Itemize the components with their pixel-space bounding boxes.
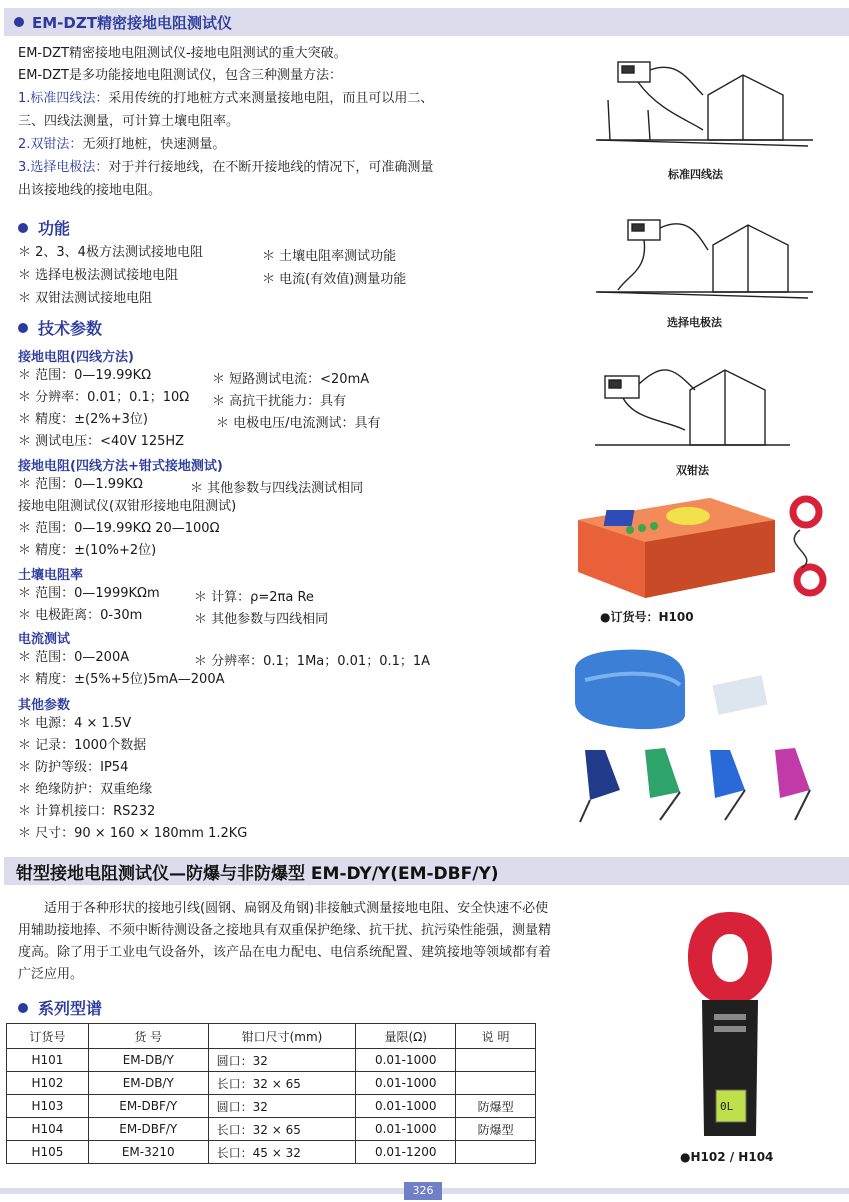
method-3-text: 对于并行接地线，在不断开接地线的情况下，可准确测量 [108, 160, 434, 175]
param: ＊ 电极距离：0-30m [18, 608, 143, 623]
cell: 防爆型 [456, 1118, 536, 1141]
cell: 0.01-1000 [356, 1095, 456, 1118]
param: ＊ 分辨率：0.01；0.1；10Ω [18, 390, 190, 405]
cell: 长口：32 × 65 [208, 1072, 356, 1095]
tech-heading [18, 316, 102, 339]
bullet-icon [14, 17, 24, 27]
series-table [6, 1023, 536, 1164]
function-item: ＊ 电流(有效值)测量功能 [262, 272, 407, 287]
bullet-icon [18, 223, 28, 233]
four-wire-diagram [588, 40, 818, 160]
cell: EM-DB/Y [88, 1049, 208, 1072]
group-title: 土壤电阻率 [18, 568, 84, 583]
cell: 0.01-1000 [356, 1118, 456, 1141]
functions-heading [18, 216, 70, 239]
table-row [7, 1072, 536, 1095]
param: ＊ 计算：ρ=2πa Re [194, 590, 314, 605]
series-heading [18, 996, 102, 1019]
table-header-row [7, 1024, 536, 1049]
param: ＊ 绝缘防护：双重绝缘 [18, 782, 153, 797]
function-item: ＊ 选择电极法测试接地电阻 [18, 268, 179, 283]
col-header: 货 号 [88, 1024, 208, 1049]
cell: H105 [7, 1141, 89, 1164]
cell: EM-3210 [88, 1141, 208, 1164]
param: ＊ 分辨率：0.1；1Ma；0.01；0.1；1A [194, 654, 431, 669]
lcd-readout: 0L [720, 1100, 734, 1113]
caption: 标准四线法 [668, 168, 723, 181]
section2-band [4, 857, 849, 885]
method-3 [18, 158, 433, 178]
method-3-label: 3.选择电极法： [18, 160, 109, 175]
cell [456, 1049, 536, 1072]
caption: 双钳法 [676, 464, 709, 477]
cell: H102 [7, 1072, 89, 1095]
caption: 选择电极法 [667, 316, 722, 329]
table-row [7, 1095, 536, 1118]
table-row [7, 1141, 536, 1164]
table-row [7, 1118, 536, 1141]
param: ＊ 测试电压：<40V 125HZ [18, 434, 185, 449]
method-2 [18, 135, 225, 155]
function-item: ＊ 2、3、4极方法测试接地电阻 [18, 245, 203, 260]
section2-paragraph: 适用于各种形状的接地引线(圆钢、扁钢及角钢)非接触式测量接地电阻、安全快速不必使用辅助接地捧、不须中断待测设备之接地具有双重保护绝缘、抗干扰、抗污染性能强，测量精度高。除了用于工业电气设备外，该产品在电力配电、电信系统配置、建筑接地等领域都有着广泛应用。 [18, 901, 552, 982]
group-title: 电流测试 [18, 632, 71, 647]
bullet-icon [18, 323, 28, 333]
section2-title: 钳型接地电阻测试仪—防爆与非防爆型 EM-DY/Y(EM-DBF/Y) [16, 863, 499, 884]
cell [456, 1072, 536, 1095]
intro-line-1: EM-DZT精密接地电阻测试仪-接地电阻测试的重大突破。 [18, 46, 347, 61]
param: ＊ 短路测试电流：<20mA [212, 372, 370, 387]
group-title: 其他参数 [18, 698, 71, 713]
function-item: ＊ 双钳法测试接地电阻 [18, 291, 153, 306]
method-1-label: 1.标准四线法： [18, 91, 109, 106]
group-title: 接地电阻(四线方法) [18, 350, 134, 365]
cell: 圆口：32 [208, 1095, 356, 1118]
cell: H104 [7, 1118, 89, 1141]
cell: 0.01-1000 [356, 1072, 456, 1095]
param: ＊ 范围：0—19.99KΩ 20—100Ω [18, 521, 220, 536]
double-clamp-diagram [595, 350, 795, 455]
cell: 长口：32 × 65 [208, 1118, 356, 1141]
param: ＊ 计算机接口：RS232 [18, 804, 156, 819]
device-h100-photo [570, 490, 840, 605]
param: ＊ 电源：4 × 1.5V [18, 716, 132, 731]
cell: 0.01-1200 [356, 1141, 456, 1164]
cell [456, 1141, 536, 1164]
param: ＊ 精度：±(5%+5位)5mA—200A [18, 672, 225, 687]
param: ＊ 精度：±(10%+2位) [18, 543, 157, 558]
col-header: 说 明 [456, 1024, 536, 1049]
method-1-text: 采用传统的打地桩方式来测量接地电阻，而且可以用二、 [108, 91, 434, 106]
param: ＊ 防护等级：IP54 [18, 760, 129, 775]
method-3-cont: 出该接地线的接地电阻。 [18, 183, 162, 198]
cell: EM-DBF/Y [88, 1118, 208, 1141]
param: ＊ 其他参数与四线法测试相同 [190, 481, 364, 496]
cell: 长口：45 × 32 [208, 1141, 356, 1164]
method-2-label: 2.双钳法： [18, 137, 83, 152]
function-item: ＊ 土壤电阻率测试功能 [262, 249, 397, 264]
param: ＊ 尺寸：90 × 160 × 180mm 1.2KG [18, 826, 248, 841]
param: ＊ 电极电压/电流测试：具有 [216, 416, 381, 431]
cell: H101 [7, 1049, 89, 1072]
group-title-plain: 接地电阻测试仪(双钳形接地电阻测试) [18, 499, 237, 514]
param: ＊ 其他参数与四线相同 [194, 612, 329, 627]
page-number: 326 [404, 1182, 442, 1200]
param: ＊ 高抗干扰能力：具有 [212, 394, 347, 409]
functions-heading-text: 功能 [38, 219, 71, 238]
order-number: ●H102 / H104 [680, 1150, 774, 1164]
clamp-meter-photo [680, 908, 780, 1144]
tech-heading-text: 技术参数 [38, 319, 103, 338]
cell: 防爆型 [456, 1095, 536, 1118]
param: ＊ 范围：0—1999KΩm [18, 586, 160, 601]
cell: 圆口：32 [208, 1049, 356, 1072]
page-title: EM-DZT精密接地电阻测试仪 [32, 13, 232, 32]
param: ＊ 范围：0—19.99KΩ [18, 368, 152, 383]
method-1-cont: 三、四线法测量，可计算土壤电阻率。 [18, 114, 240, 129]
table-row [7, 1049, 536, 1072]
intro-line-2: EM-DZT是多功能接地电阻测试仪，包含三种测量方法： [18, 68, 342, 83]
bullet-icon [18, 1003, 28, 1013]
param: ＊ 记录：1000个数据 [18, 738, 147, 753]
method-2-text: 无须打地桩，快速测量。 [82, 137, 226, 152]
param: ＊ 范围：0—200A [18, 650, 130, 665]
group-title: 接地电阻(四线方法+钳式接地测试) [18, 459, 223, 474]
series-heading-text: 系列型谱 [38, 999, 103, 1018]
method-1 [18, 89, 433, 109]
header-band [4, 8, 849, 36]
cell: 0.01-1000 [356, 1049, 456, 1072]
cell: EM-DBF/Y [88, 1095, 208, 1118]
param: ＊ 范围：0—1.99KΩ [18, 477, 143, 492]
param: ＊ 精度：±(2%+3位) [18, 412, 148, 427]
cell: H103 [7, 1095, 89, 1118]
cell: EM-DB/Y [88, 1072, 208, 1095]
col-header: 量限(Ω) [356, 1024, 456, 1049]
col-header: 订货号 [7, 1024, 89, 1049]
selective-electrode-diagram [588, 200, 818, 310]
order-number: ●订货号：H100 [600, 610, 694, 624]
col-header: 钳口尺寸(mm) [208, 1024, 356, 1049]
accessories-photo [565, 640, 845, 830]
